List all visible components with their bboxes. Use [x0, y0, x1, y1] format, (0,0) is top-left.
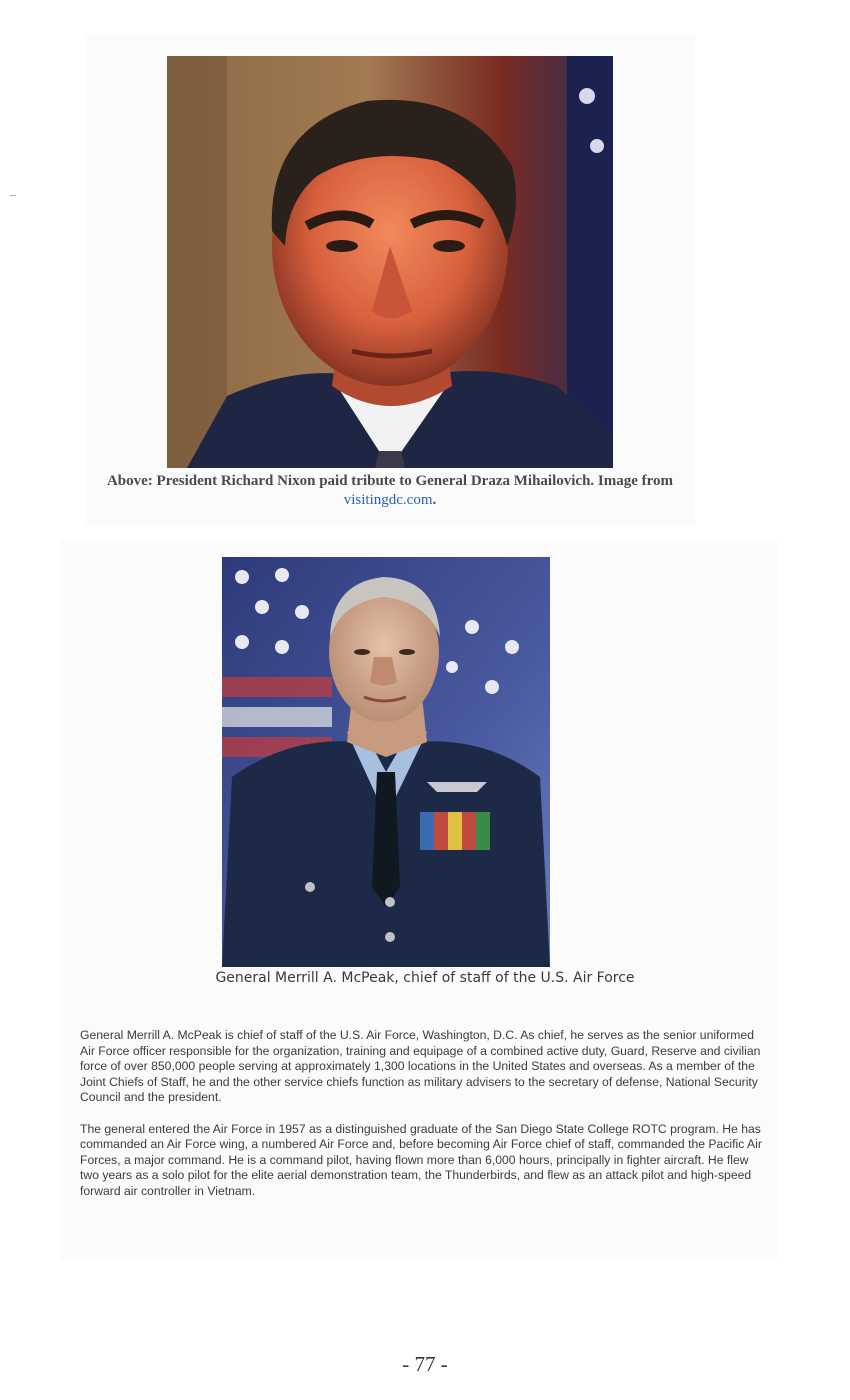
page-number: - 77 - — [402, 1352, 448, 1376]
biography-paragraph-1: General Merrill A. McPeak is chief of staff of the U.S. Air Force, Washington, D.C. As chief, he serves as the senior uniformed Air Force officer responsible for the organization, training and equipage of a combined active duty, Guard, Reserve and civilian force of over 850,000 people serving at approximately 1,300 locations in the United States and overseas. As a member of the Joint Chiefs of Staff, he and the other service chiefs function as military advisers to the secretary of defense, National Security Council and the president. — [80, 1028, 761, 1104]
mcpeak-caption: General Merrill A. McPeak, chief of staff of the U.S. Air Force — [215, 970, 635, 986]
caption-text: Above: President Richard Nixon paid tribute to General Draza Mihailovich. Image from — [106, 473, 674, 489]
visitingdc-link[interactable]: visitingdc.com — [343, 492, 433, 508]
nixon-caption — [100, 472, 680, 510]
caption-period: . — [432, 492, 437, 508]
nixon-portrait-photo — [167, 56, 613, 468]
scan-speck — [10, 195, 16, 196]
biography-paragraph-2: The general entered the Air Force in 1957 as a distinguished graduate of the San Diego State College ROTC program. He has commanded an Air Force wing, a numbered Air Force and, before becoming Air Force chief of staff, commanded the Pacific Air Forces, a major command. He is a command pilot, having flown more than 6,000 hours, principally in fighter aircraft. He flew two years as a solo pilot for the elite aerial demonstration team, the Thunderbirds, and flew as an attack pilot and high-speed forward air controller in Vietnam. — [80, 1121, 762, 1198]
biography-text — [80, 1028, 770, 1215]
mcpeak-portrait-photo — [222, 557, 550, 967]
